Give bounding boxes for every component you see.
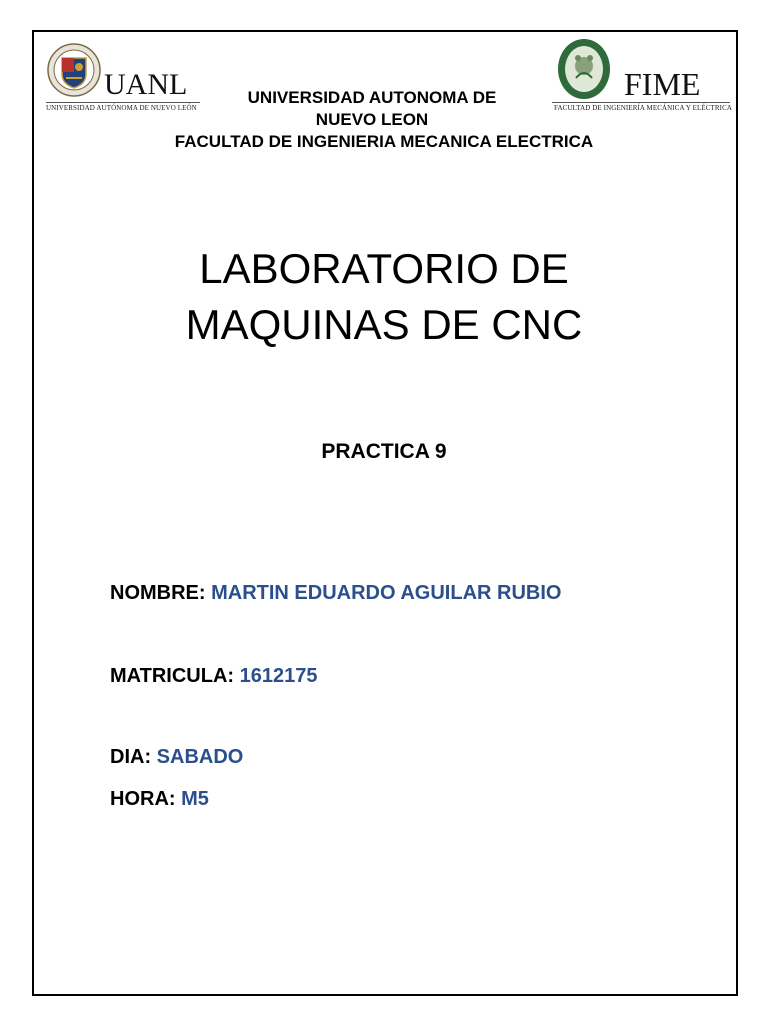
field-hora <box>110 788 209 811</box>
uanl-seal-icon <box>46 42 102 98</box>
fime-wordmark: FIME <box>624 66 701 102</box>
university-name-line2: NUEVO LEON <box>315 110 429 129</box>
uanl-divider <box>46 102 200 103</box>
hora-label: HORA: <box>110 788 176 810</box>
matricula-value: 1612175 <box>239 665 318 687</box>
university-name-line1: UNIVERSIDAD AUTONOMA DE <box>247 88 497 107</box>
page-border <box>32 30 738 996</box>
field-dia <box>110 746 243 769</box>
nombre-value: MARTIN EDUARDO AGUILAR RUBIO <box>211 582 562 604</box>
faculty-name: FACULTAD DE INGENIERIA MECANICA ELECTRICA <box>174 132 594 151</box>
nombre-label: NOMBRE: <box>110 582 206 604</box>
matricula-label: MATRICULA: <box>110 665 235 687</box>
title-line2: MAQUINAS DE CNC <box>185 301 583 348</box>
uanl-logo <box>44 42 200 112</box>
fime-logo <box>552 38 734 120</box>
fime-divider <box>552 102 730 103</box>
uanl-caption: UNIVERSIDAD AUTÓNOMA DE NUEVO LEÓN <box>46 104 197 112</box>
dia-label: DIA: <box>110 746 152 768</box>
hora-value: M5 <box>181 788 209 810</box>
uanl-wordmark: UANL <box>104 68 188 101</box>
fime-caption: FACULTAD DE INGENIERÍA MECÁNICA Y ELÉCTRICA <box>554 104 733 112</box>
field-nombre <box>110 582 561 605</box>
practice-number: PRACTICA 9 <box>321 440 447 463</box>
fime-seal-icon <box>556 38 612 100</box>
title-line1: LABORATORIO DE <box>199 245 569 292</box>
dia-value: SABADO <box>156 746 244 768</box>
field-matricula <box>110 665 317 688</box>
